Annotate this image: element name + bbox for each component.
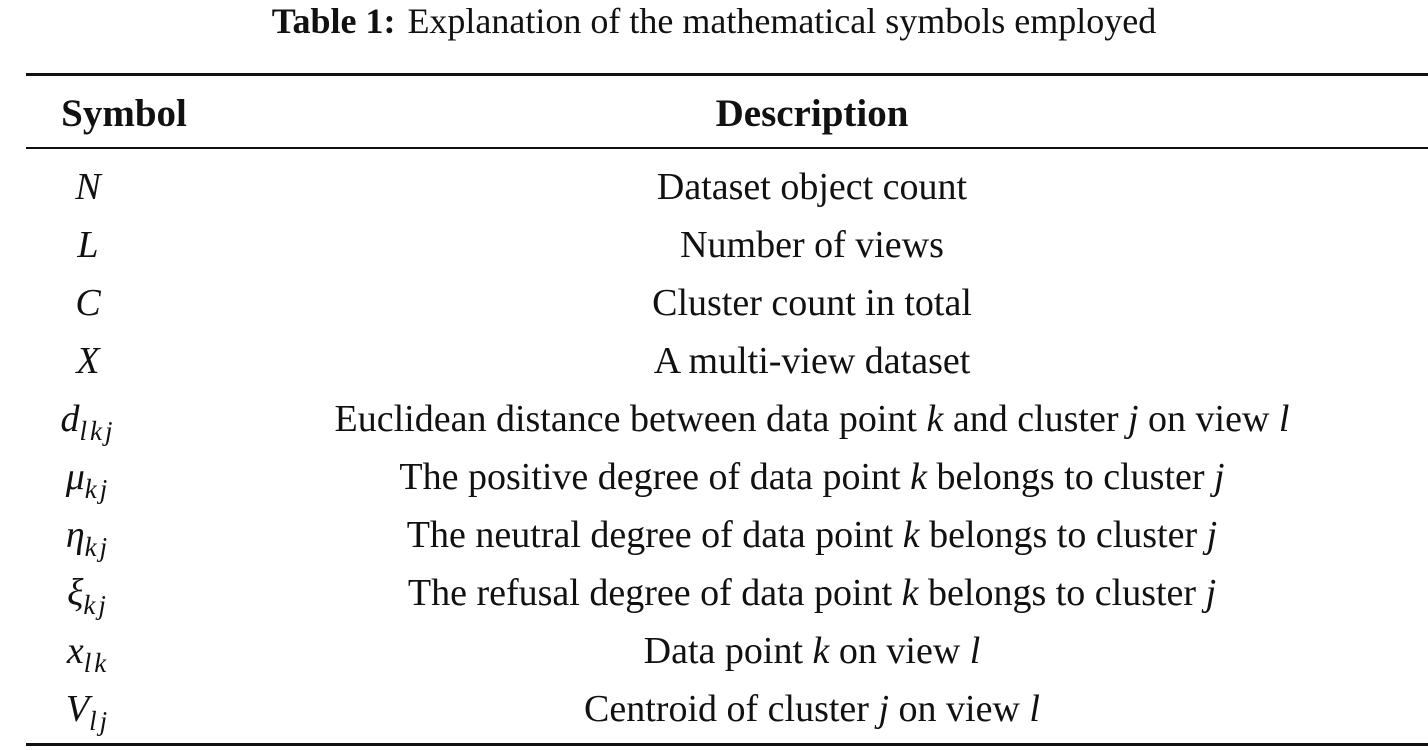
description-text: on view <box>1138 398 1279 440</box>
description-cell <box>222 448 1402 506</box>
table-row <box>26 680 1428 738</box>
description-text: Data point <box>643 630 813 672</box>
symbol-cell <box>26 622 150 680</box>
table-row <box>26 332 1428 390</box>
description-text: belongs to cluster <box>919 514 1207 556</box>
bottom-rule <box>26 743 1428 746</box>
description-variable: j <box>1127 398 1139 440</box>
description-text: The refusal degree of data point <box>407 572 902 614</box>
symbol-cell <box>26 332 150 390</box>
description-text: Cluster count in total <box>652 282 972 324</box>
description-variable: j <box>1206 514 1218 556</box>
table-body <box>26 158 1428 738</box>
description-variable: k <box>901 572 919 614</box>
symbol-base: d <box>60 398 80 440</box>
symbol-cell <box>26 680 150 738</box>
table-caption <box>0 0 1428 42</box>
symbol-base: V <box>65 688 90 730</box>
table-row <box>26 274 1428 332</box>
description-text: Dataset object count <box>656 166 968 208</box>
symbol-base: η <box>65 514 85 556</box>
description-text: belongs to cluster <box>926 456 1215 498</box>
top-rule <box>26 73 1428 76</box>
description-variable: k <box>926 398 944 440</box>
symbol-subscript: lj <box>89 706 111 736</box>
description-cell <box>222 332 1402 390</box>
symbol-cell <box>26 506 150 564</box>
table-row <box>26 390 1428 448</box>
description-variable: j <box>878 688 890 730</box>
symbol-base: L <box>77 224 99 266</box>
symbol-subscript: kj <box>83 590 109 620</box>
symbol-base: X <box>76 340 100 382</box>
table-caption-text: Explanation of the mathematical symbols employed <box>407 1 1157 41</box>
header-rule <box>26 147 1428 149</box>
description-variable: j <box>1205 572 1217 614</box>
table-row <box>26 448 1428 506</box>
column-header-description: Description <box>715 92 909 135</box>
description-cell <box>222 506 1402 564</box>
column-header-symbol: Symbol <box>61 92 187 135</box>
description-cell <box>222 680 1402 738</box>
description-text: The neutral degree of data point <box>406 514 903 556</box>
symbol-cell <box>26 564 150 622</box>
symbol-cell <box>26 158 150 216</box>
symbol-base: C <box>75 282 101 324</box>
description-variable: l <box>1278 398 1290 440</box>
description-text: belongs to cluster <box>918 572 1206 614</box>
table-row <box>26 622 1428 680</box>
table-row <box>26 564 1428 622</box>
symbol-base: N <box>75 166 101 208</box>
symbol-base: x <box>66 630 84 672</box>
symbol-cell <box>26 274 150 332</box>
table-row <box>26 506 1428 564</box>
symbol-base: ξ <box>67 572 84 614</box>
description-variable: k <box>812 630 830 672</box>
description-text: Centroid of cluster <box>584 688 879 730</box>
symbol-cell <box>26 448 150 506</box>
description-variable: k <box>910 456 927 498</box>
description-variable: j <box>1214 456 1225 498</box>
description-variable: l <box>1029 688 1040 730</box>
description-text: Euclidean distance between data point <box>334 398 927 440</box>
description-text: Number of views <box>680 224 944 266</box>
symbol-cell <box>26 390 150 448</box>
symbol-subscript: lk <box>83 648 110 678</box>
table-row <box>26 216 1428 274</box>
description-text: The positive degree of data point <box>399 456 911 498</box>
description-text: on view <box>889 688 1030 730</box>
description-text: and cluster <box>943 398 1128 440</box>
table-caption-label: Table 1: <box>271 1 396 41</box>
symbol-subscript: kj <box>84 532 111 562</box>
description-cell <box>222 216 1402 274</box>
description-cell <box>222 622 1402 680</box>
symbol-subscript: kj <box>84 474 111 504</box>
description-cell <box>222 390 1402 448</box>
description-cell <box>222 564 1402 622</box>
description-cell <box>222 274 1402 332</box>
symbol-base: μ <box>65 456 85 498</box>
symbol-cell <box>26 216 150 274</box>
symbol-subscript: lkj <box>79 416 116 446</box>
description-variable: k <box>902 514 920 556</box>
description-cell <box>222 158 1402 216</box>
description-text: A multi-view dataset <box>653 340 971 382</box>
table-row <box>26 158 1428 216</box>
description-variable: l <box>969 630 981 672</box>
description-text: on view <box>829 630 970 672</box>
